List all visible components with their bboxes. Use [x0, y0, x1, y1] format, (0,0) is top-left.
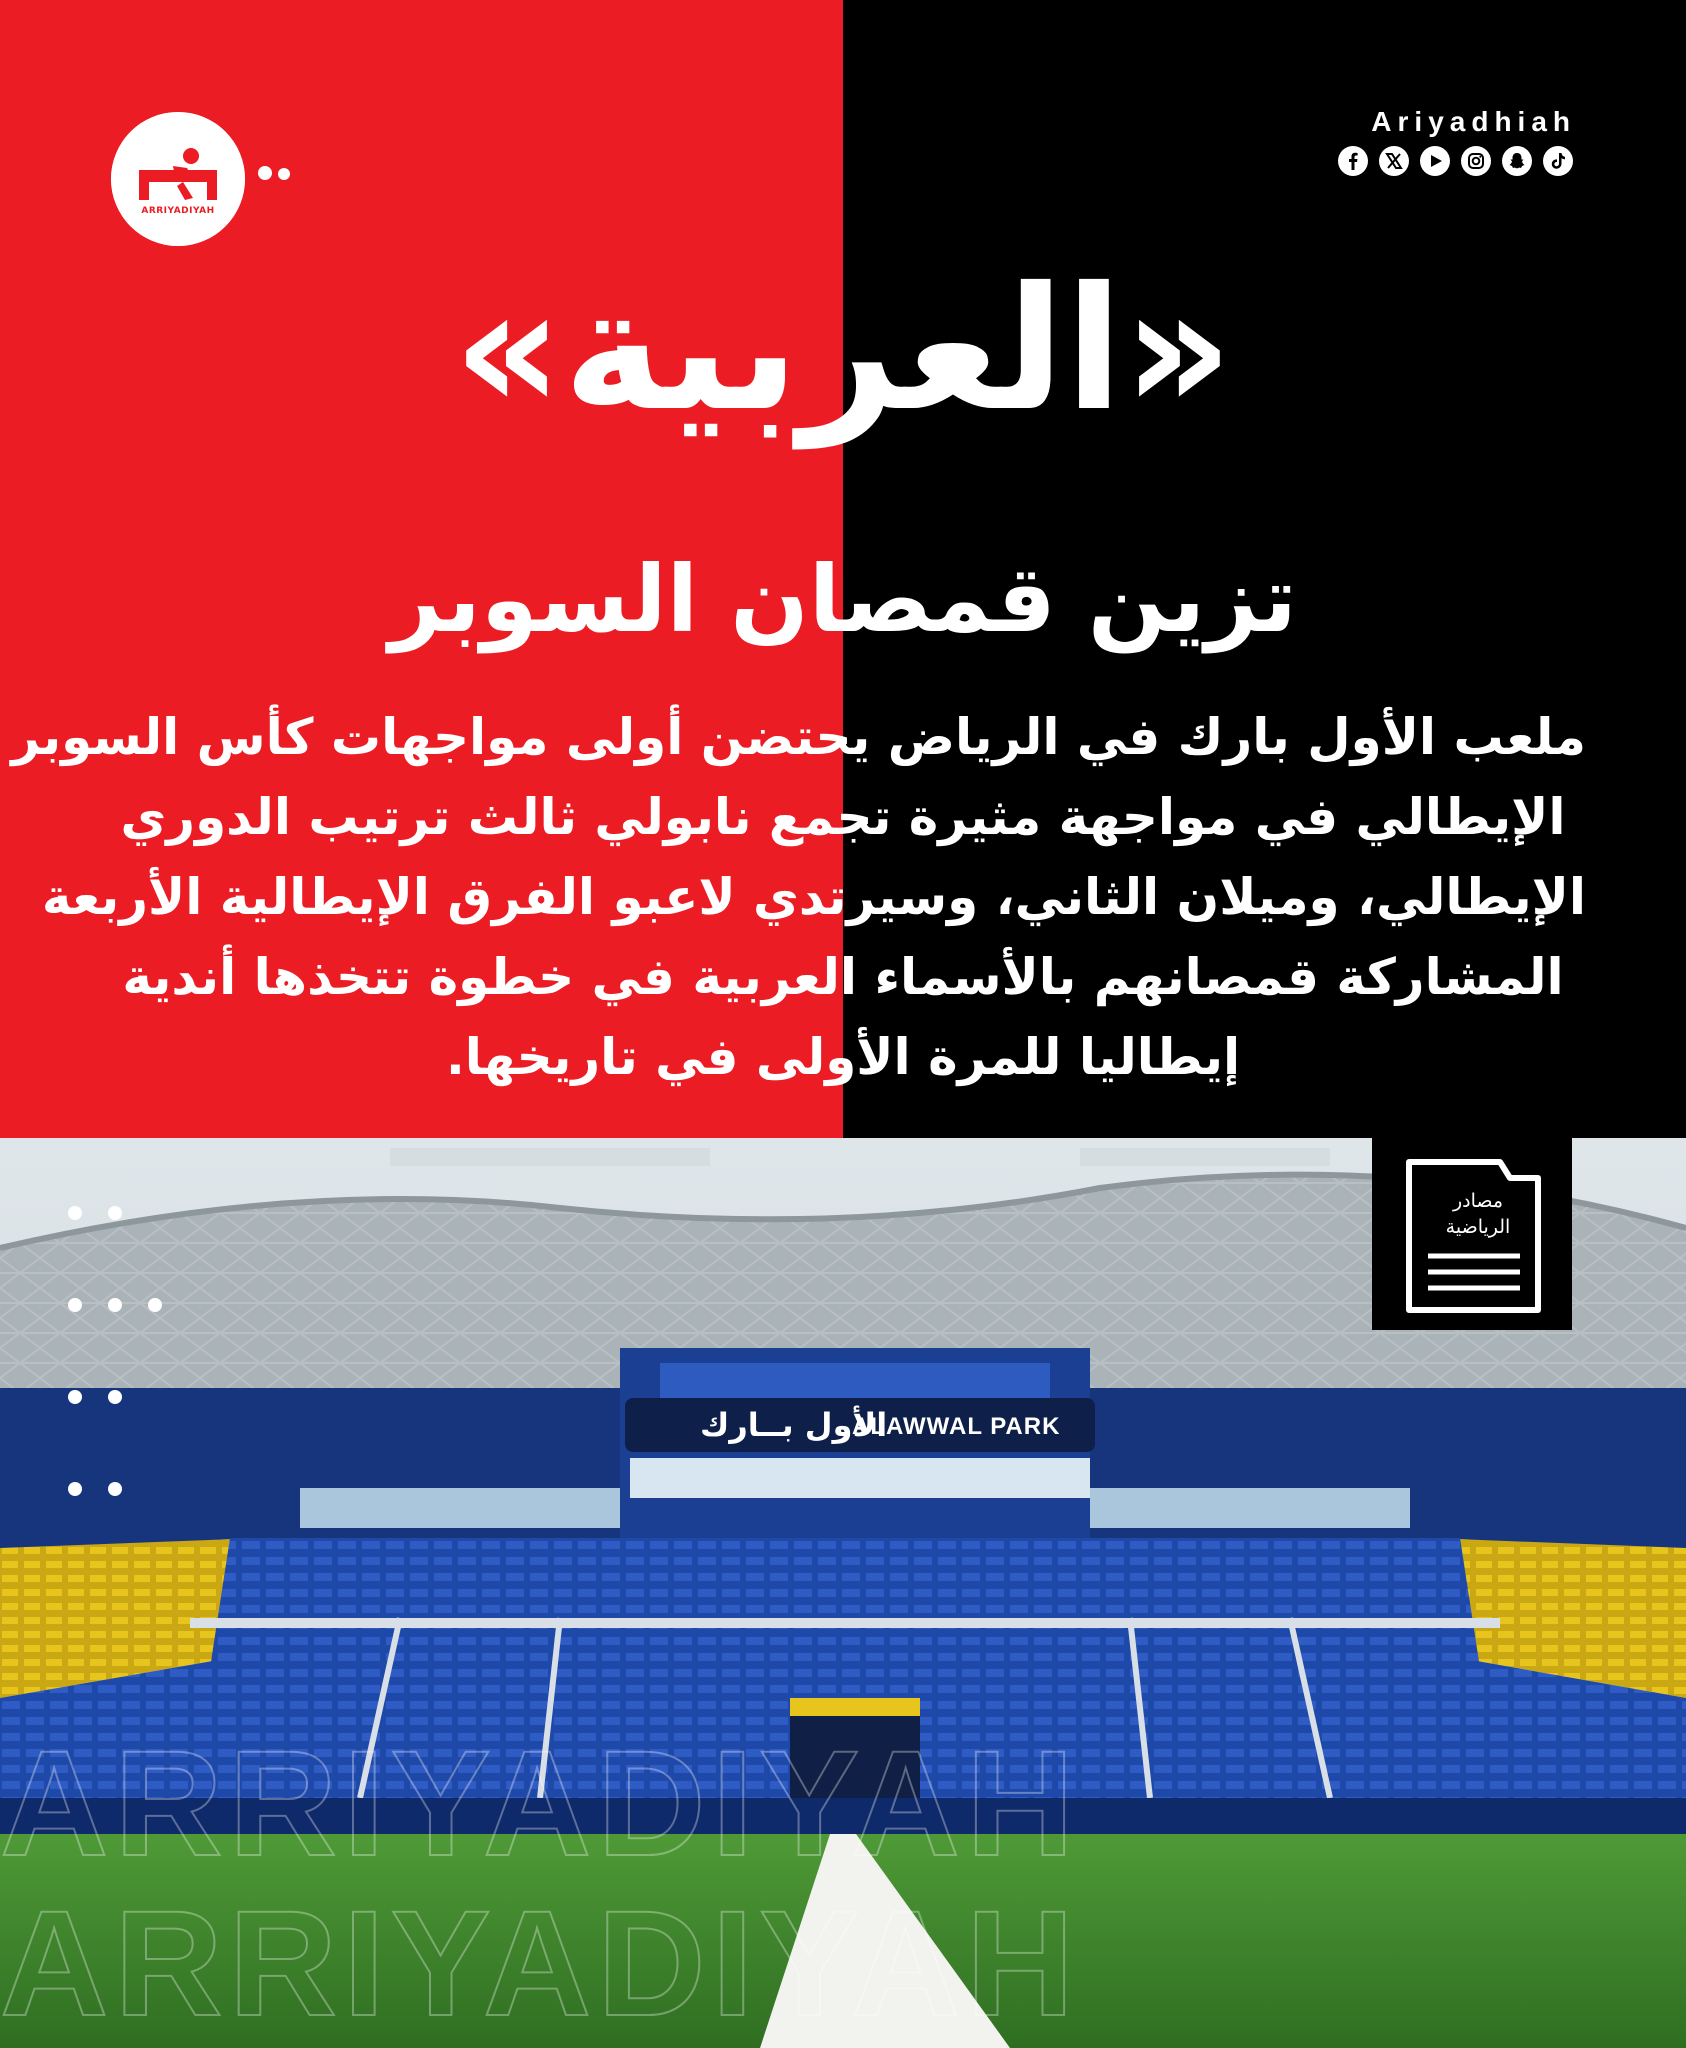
logo-dot	[278, 168, 290, 180]
facebook-icon[interactable]	[1338, 146, 1368, 176]
article-line: إيطاليا للمرة الأولى في تاريخها.	[445, 1028, 1241, 1086]
article-body	[11, 697, 1586, 1097]
brand-watermark	[0, 1710, 1686, 2048]
article-line: المشاركة قمصانهم بالأسماء العربية في خطوة تتخذها أندية	[122, 948, 1564, 1006]
brand-handle: Ariyadhiah	[1371, 106, 1576, 137]
decorative-dot	[68, 1298, 82, 1312]
social-icons-row	[1338, 146, 1574, 176]
logo-dot	[258, 166, 272, 180]
decorative-dot	[108, 1390, 122, 1404]
decorative-dot	[68, 1206, 82, 1220]
sources-label-line1: مصادر	[1452, 1190, 1504, 1212]
headline-title: «العربية»	[453, 251, 1233, 449]
decorative-dot	[108, 1298, 122, 1312]
x-icon[interactable]	[1379, 146, 1409, 176]
decorative-dot	[148, 1298, 162, 1312]
decorative-dot	[68, 1390, 82, 1404]
youtube-icon[interactable]	[1420, 146, 1450, 176]
instagram-icon[interactable]	[1461, 146, 1491, 176]
arriyadiyah-logo[interactable]	[111, 112, 245, 246]
decorative-dot	[108, 1206, 122, 1220]
logo-runner-icon	[111, 112, 245, 246]
decorative-dot	[68, 1482, 82, 1496]
sources-badge	[1372, 1138, 1572, 1330]
article-line: ملعب الأول بارك في الرياض يحتضن أولى مواجهات كأس السوبر	[11, 708, 1586, 766]
stadium-sign-english: ALAWWAL PARK	[852, 1413, 1061, 1440]
decorative-dot	[108, 1482, 122, 1496]
snapchat-icon[interactable]	[1502, 146, 1532, 176]
watermark-row: ARRIYADIYAH	[0, 1719, 1081, 1887]
article-line: الإيطالي في مواجهة مثيرة تجمع نابولي ثالث ترتيب الدوري	[120, 788, 1566, 846]
watermark-row: ARRIYADIYAH	[0, 1879, 1081, 2047]
tiktok-icon[interactable]	[1543, 146, 1573, 176]
logo-wordmark: ARRIYADIYAH	[141, 206, 215, 216]
article-line: الإيطالي، وميلان الثاني، وسيرتدي لاعبو الفرق الإيطالية الأربعة	[41, 868, 1586, 926]
stadium-sign-arabic: الأول بــارك	[700, 1406, 888, 1444]
headline-subtitle: تزين قمصان السوبر	[389, 546, 1297, 653]
sources-label	[1424, 1188, 1532, 1240]
sources-label-line2: الرياضية	[1445, 1216, 1511, 1238]
